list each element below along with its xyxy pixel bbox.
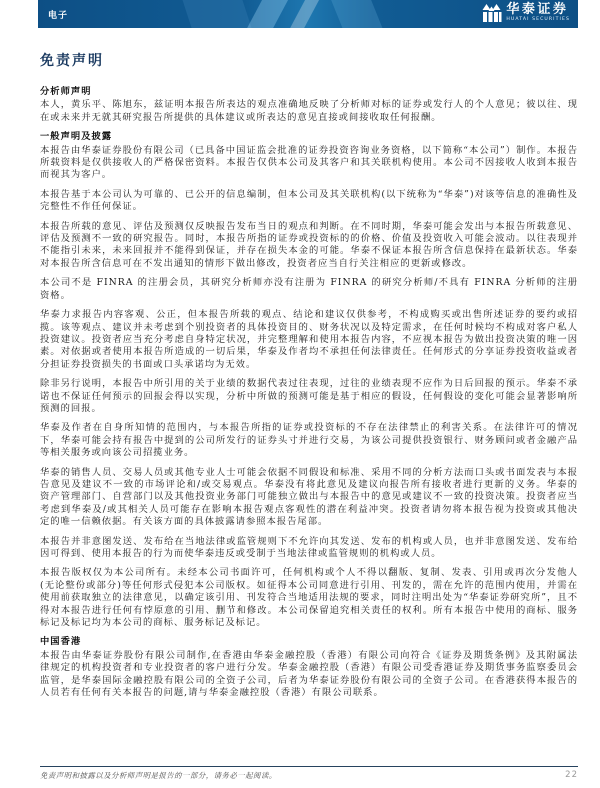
banner-decoration	[284, 0, 322, 28]
paragraph: 本报告由华泰证券股份有限公司制作,在香港由华泰金融控股（香港）有限公司向符合《证券及期货条例》及其附属法律规定的机构投资者和专业投资者的客户进行分发。华泰金融控股（香港）有限公司受香港证券及期货事务监察委员会监管，是华泰国际金融控股有限公司的全资子公司，后者为华泰证券股份有限公司的全资子公司。在香港获得本报告的人员若有任何有关本报告的问题,请与华泰金融控股（香港）有限公司联系。	[40, 649, 578, 699]
page-title: 免责声明	[40, 53, 104, 69]
paragraph: 除非另行说明，本报告中所引用的关于业绩的数据代表过往表现，过往的业绩表现不应作为日后回报的预示。华泰不承诺也不保证任何预示的回报会得以实现，分析中所做的预测可能是基于相应的假设，任何假设的变化可能会显著影响所预测的回报。	[40, 378, 578, 414]
paragraph: 本公司不是 FINRA 的注册会员，其研究分析师亦没有注册为 FINRA 的研究分析师/不具有 FINRA 分析师的注册资格。	[40, 277, 578, 301]
brand-name-cn: 华泰证券	[506, 2, 569, 18]
page-footer	[40, 766, 578, 781]
section-analyst-statement	[40, 86, 578, 124]
paragraph: 华泰及作者在自身所知情的范围内，与本报告所指的证券或投资标的不存在法律禁止的利害关系。在法律许可的情况下，华泰可能会持有报告中提到的公司所发行的证券头寸并进行交易，为该公司提供投资银行、财务顾问或者金融产品等相关服务或向该公司招揽业务。	[40, 422, 578, 459]
section-hong-kong	[40, 636, 578, 699]
section-heading: 一般声明及披露	[40, 131, 113, 143]
brand-name-en: HUATAI SECURITIES	[506, 17, 570, 23]
paragraph: 本人，黄乐平、陈旭东，兹证明本报告所表达的观点准确地反映了分析师对标的证券或发行人的个人意见；彼以往、现在或未来并无就其研究报告所提供的具体建议或所表达的意见直接或间接收取任何报酬。	[40, 99, 578, 123]
paragraph: 华泰力求报告内容客观、公正，但本报告所载的观点、结论和建议仅供参考，不构成购买或出售所述证券的要约或招揽。该等观点、建议并未考虑到个别投资者的具体投资目的、财务状况以及特定需求，在任何时候均不构成对客户私人投资建议。投资者应当充分考虑自身特定状况，并完整理解和使用本报告内容，不应视本报告为做出投资决策的唯一因素。对依据或者使用本报告所造成的一切后果，华泰及作者均不承担任何法律责任。任何形式的分享证券投资收益或者分担证券投资损失的书面或口头承诺均为无效。	[40, 309, 578, 370]
document-body	[40, 50, 578, 706]
huatai-logo-icon	[482, 3, 502, 23]
section-heading: 中国香港	[40, 636, 82, 648]
banner-decoration	[329, 0, 388, 28]
header-banner	[38, 0, 578, 28]
brand-block	[482, 3, 570, 23]
paragraph: 本报告版权仅为本公司所有。未经本公司书面许可，任何机构或个人不得以翻版、复制、发表、引用或再次分发他人(无论整份或部分)等任何形式侵犯本公司版权。如征得本公司同意进行引用、刊发的，需在允许的范围内使用，并需在使用前获取独立的法律意见，以确定该引用、刊发符合当地适用法规的要求，同时注明出处为“华泰证券研究所”，且不得对本报告进行任何有悖原意的引用、删节和修改。本公司保留追究相关责任的权利。所有本报告中使用的商标、服务标记及标记均为本公司的商标、服务标记及标记。	[40, 567, 578, 629]
section-general-disclosure	[40, 131, 578, 629]
banner-decoration	[241, 0, 291, 28]
paragraph: 本报告所载的意见、评估及预测仅反映报告发布当日的观点和判断。在不同时期，华泰可能会发出与本报告所载意见、评估及预测不一致的研究报告。同时，本报告所指的证券或投资标的的价格、价值及投资收入可能会波动。以往表现并不能指引未来，未来回报并不能得到保证，并存在损失本金的可能。华泰不保证本报告所含信息保持在最新状态。华泰对本报告所含信息可在不发出通知的情形下做出修改，投资者应当自行关注相应的更新或修改。	[40, 220, 578, 269]
footer-disclaimer-note: 免责声明和披露以及分析师声明是报告的一部分，请务必一起阅读。	[40, 771, 277, 780]
paragraph: 本报告由华泰证券股份有限公司（已具备中国证监会批准的证券投资咨询业务资格，以下简称“本公司”）制作。本报告所载资料是仅供接收人的严格保密资料。本报告仅供本公司及其客户和其关联机构使用。本公司不因接收人收到本报告而视其为客户。	[40, 144, 578, 181]
paragraph: 华泰的销售人员、交易人员或其他专业人士可能会依据不同假设和标准、采用不同的分析方法而口头或书面发表与本报告意见及建议不一致的市场评论和/或交易观点。华泰没有将此意见及建议向报告所有接收者进行更新的义务。华泰的资产管理部门、自营部门以及其他投资业务部门可能独立做出与本报告中的意见或建议不一致的投资决策。投资者应当考虑到华泰及/或其相关人员可能存在影响本报告观点客观性的潜在利益冲突。投资者请勿将本报告视为投资或其他决定的唯一信赖依据。有关该方面的具体披露请参照本报告尾部。	[40, 466, 578, 528]
banner-decoration	[181, 0, 256, 28]
report-category-label: 电子	[48, 11, 69, 21]
section-heading: 分析师声明	[40, 86, 92, 97]
paragraph: 本报告基于本公司认为可靠的、已公开的信息编制，但本公司及其关联机构(以下统称为“华泰”)对该等信息的准确性及完整性不作任何保证。	[40, 188, 578, 213]
page-number: 22	[565, 770, 578, 780]
paragraph: 本报告并非意图发送、发布给在当地法律或监管规则下不允许向其发送、发布的机构或人员，也并非意图发送、发布给因可得到、使用本报告的行为而使华泰违反或受制于当地法律或监管规则的机构或人员。	[40, 535, 578, 559]
